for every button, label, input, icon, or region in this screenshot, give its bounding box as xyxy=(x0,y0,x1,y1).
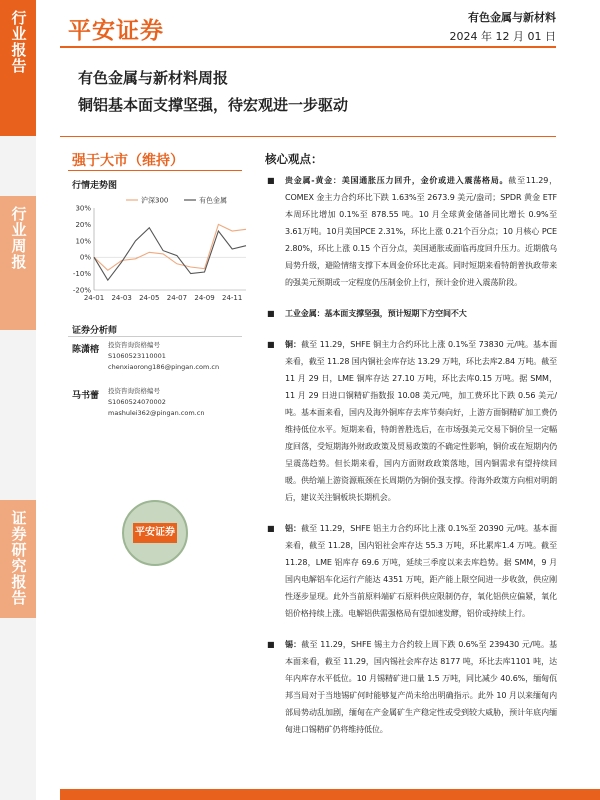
x-tick-label: 24-09 xyxy=(194,294,215,302)
footer-bar xyxy=(60,789,600,800)
y-tick-label: -10% xyxy=(72,270,91,279)
report-subtitle: 铜铝基本面支撑坚强，待宏观进一步驱动 xyxy=(78,96,349,114)
y-tick-label: 10% xyxy=(75,237,91,246)
paragraph-gold xyxy=(265,172,557,291)
y-tick-label: -20% xyxy=(72,286,91,295)
analyst-qual-number: S1060524070002 xyxy=(108,398,166,406)
analysts-divider xyxy=(68,336,242,337)
paragraph-aluminum xyxy=(265,520,557,622)
report-title: 有色金属与新材料周报 xyxy=(78,69,229,87)
stamp-text: 平安证券 xyxy=(133,523,177,543)
paragraph-text: 截至 11.29，SHFE 铜主力合约环比上涨 0.1%至 73830 元/吨。基本面来看，截至 11.28 国内铜社会库存达 13.29 万吨，环比去库2.84 万吨。截至 11 月 29 日，LME 铜库存达 27.10 万吨，环比去库0.15 万吨。据 SMM，11 月 29 日进口铜精矿指数报 10.08 美元/吨，加工费环比下跌 0.56 美元/吨。基本面来看，国内及海外铜库存去库节奏向好，上游方面铜精矿加工费仍维持低位水平。短期来看，特朗普胜选后，在市场强美元交易下铜价呈一定幅度回落，受短期海外财政政策及贸易政策的不确定性影响，铜价或在短期内仍呈震荡趋势。但长期来看，国内方面财政政策落地，国内铜需求有望持续回暖。供给端上游资源瓶颈在长周期仍为铜价强支撑。待海外政策方向相对明朗后，建议关注铜板块长期机会。 xyxy=(285,340,557,502)
analyst-qual-number: S1060523110001 xyxy=(108,352,166,360)
paragraph-heading: 工业金属：基本面支撑坚强，预计短期下方空间不大 xyxy=(285,309,467,318)
analyst-qual-label: 投资咨询资格编号 xyxy=(108,387,160,395)
y-tick-label: 0% xyxy=(79,253,91,262)
legend-label: 有色金属 xyxy=(199,196,227,205)
paragraph-text: 截至 11.29，SHFE 锡主力合约较上周下跌 0.6%至 239430 元/吨。基本面来看，截至 11.29，国内锡社会库存达 8177 吨，环比去库1101 吨，达年内库存水平低位。10 月锡精矿进口量 1.5 万吨，同比减少 40.6%，缅甸佤邦当局对于当地锡矿何时能够复产尚未给出明确指示。此外 10 月以来缅甸内部局势动乱加剧，缅甸在产金属矿生产稳定性或受到较大威胁，预计年底内缅甸进口锡精矿仍将维持低位。 xyxy=(285,640,557,734)
paragraph-heading: 铜： xyxy=(285,340,302,349)
header-date: 2024 年 12 月 01 日 xyxy=(449,30,556,43)
bullet-icon: ■ xyxy=(267,340,275,349)
paragraph-heading: 铝： xyxy=(285,524,302,533)
y-tick-label: 20% xyxy=(75,220,91,229)
analyst-email[interactable]: chenxiaorong186@pingan.com.cn xyxy=(108,363,220,371)
paragraph-text: 截至11.29，COMEX 金主力合约环比下跌 1.63%至 2673.9 美元/盎司；SPDR 黄金 ETF 本周环比增加 0.1%至 878.55 吨。10 月全球黄金储备同比增长 0.9%至 3.61万吨。10月美国PCE 2.31%，环比上涨 0.21个百分点；10 月核心 PCE 2.80%，环比上涨 0.15 个百分点，美国通胀或面临再度回升压力。近期俄乌局势升级，避险情绪支撑下本周金价环比走高。同时短期来看特朗普执政带来的强美元预期或一定程度仍压制金价上行，预计金价进入震荡阶段。 xyxy=(285,176,558,287)
sidebar-label-industry-report: 行业报告 xyxy=(0,0,36,136)
analyst-info xyxy=(108,340,219,373)
sidebar-label-industry-weekly: 行业周报 xyxy=(0,196,36,330)
analyst-name: 陈潇榕 xyxy=(72,345,100,355)
title-divider xyxy=(60,136,556,137)
x-tick-label: 24-05 xyxy=(139,294,160,302)
analyst-info xyxy=(108,386,204,419)
paragraph-industrial-metals xyxy=(265,305,557,322)
trend-chart-title: 行情走势图 xyxy=(72,181,118,191)
left-sidebar xyxy=(0,0,36,800)
sidebar-label-securities-research: 证券研究报告 xyxy=(0,500,36,618)
header-category: 有色金属与新材料 xyxy=(468,11,556,24)
bullet-icon: ■ xyxy=(267,309,275,318)
series-line-0 xyxy=(94,224,246,270)
company-stamp-logo xyxy=(122,500,188,566)
x-tick-label: 24-03 xyxy=(111,294,132,302)
x-tick-label: 24-01 xyxy=(83,294,105,302)
x-tick-label: 24-11 xyxy=(222,294,243,302)
bullet-icon: ■ xyxy=(267,640,275,649)
paragraph-heading: 锡： xyxy=(285,640,302,649)
paragraph-text: 截至 11.29，SHFE 铝主力合约环比上涨 0.1%至 20390 元/吨。基本面来看，截至 11.28，国内铝社会库存达 55.3 万吨，环比累库1.4 万吨。截至 11.28，LME 铝库存 69.6 万吨，延续三季度以来去库趋势。据 SMM，9 月国内电解铝车化运行产能达 4351 万吨，距产能上限空间进一步收敛，供应刚性逐步显现。此外当前原料端矿石原料供应限制仍存，氧化铝供应偏紧，氧化铝价格持续上涨。电解铝供需强格局有望加速发酵，铝价或持续上行。 xyxy=(285,524,557,618)
paragraph-copper xyxy=(265,336,557,506)
core-views-content xyxy=(265,172,557,738)
company-logo: 平安证券 xyxy=(68,18,164,44)
analyst-email[interactable]: mashulei362@pingan.com.cn xyxy=(108,409,205,417)
core-views-title: 核心观点： xyxy=(265,152,323,166)
bullet-icon: ■ xyxy=(267,524,275,533)
paragraph-heading: 贵金属-黄金：美国通胀压力回升，金价或进入震荡格局。 xyxy=(285,176,509,185)
y-tick-label: 30% xyxy=(75,204,91,213)
series-line-1 xyxy=(94,228,246,281)
x-tick-label: 24-07 xyxy=(166,294,188,302)
trend-chart xyxy=(60,192,250,312)
bullet-icon: ■ xyxy=(267,176,275,185)
legend-label: 沪深300 xyxy=(141,196,169,205)
header-divider xyxy=(60,46,556,48)
rating-divider xyxy=(68,170,242,171)
analyst-qual-label: 投资咨询资格编号 xyxy=(108,341,160,349)
analysts-title: 证券分析师 xyxy=(72,326,118,336)
analyst-name: 马书蕾 xyxy=(72,391,100,401)
rating-label: 强于大市（维持） xyxy=(72,153,184,169)
paragraph-tin xyxy=(265,636,557,738)
